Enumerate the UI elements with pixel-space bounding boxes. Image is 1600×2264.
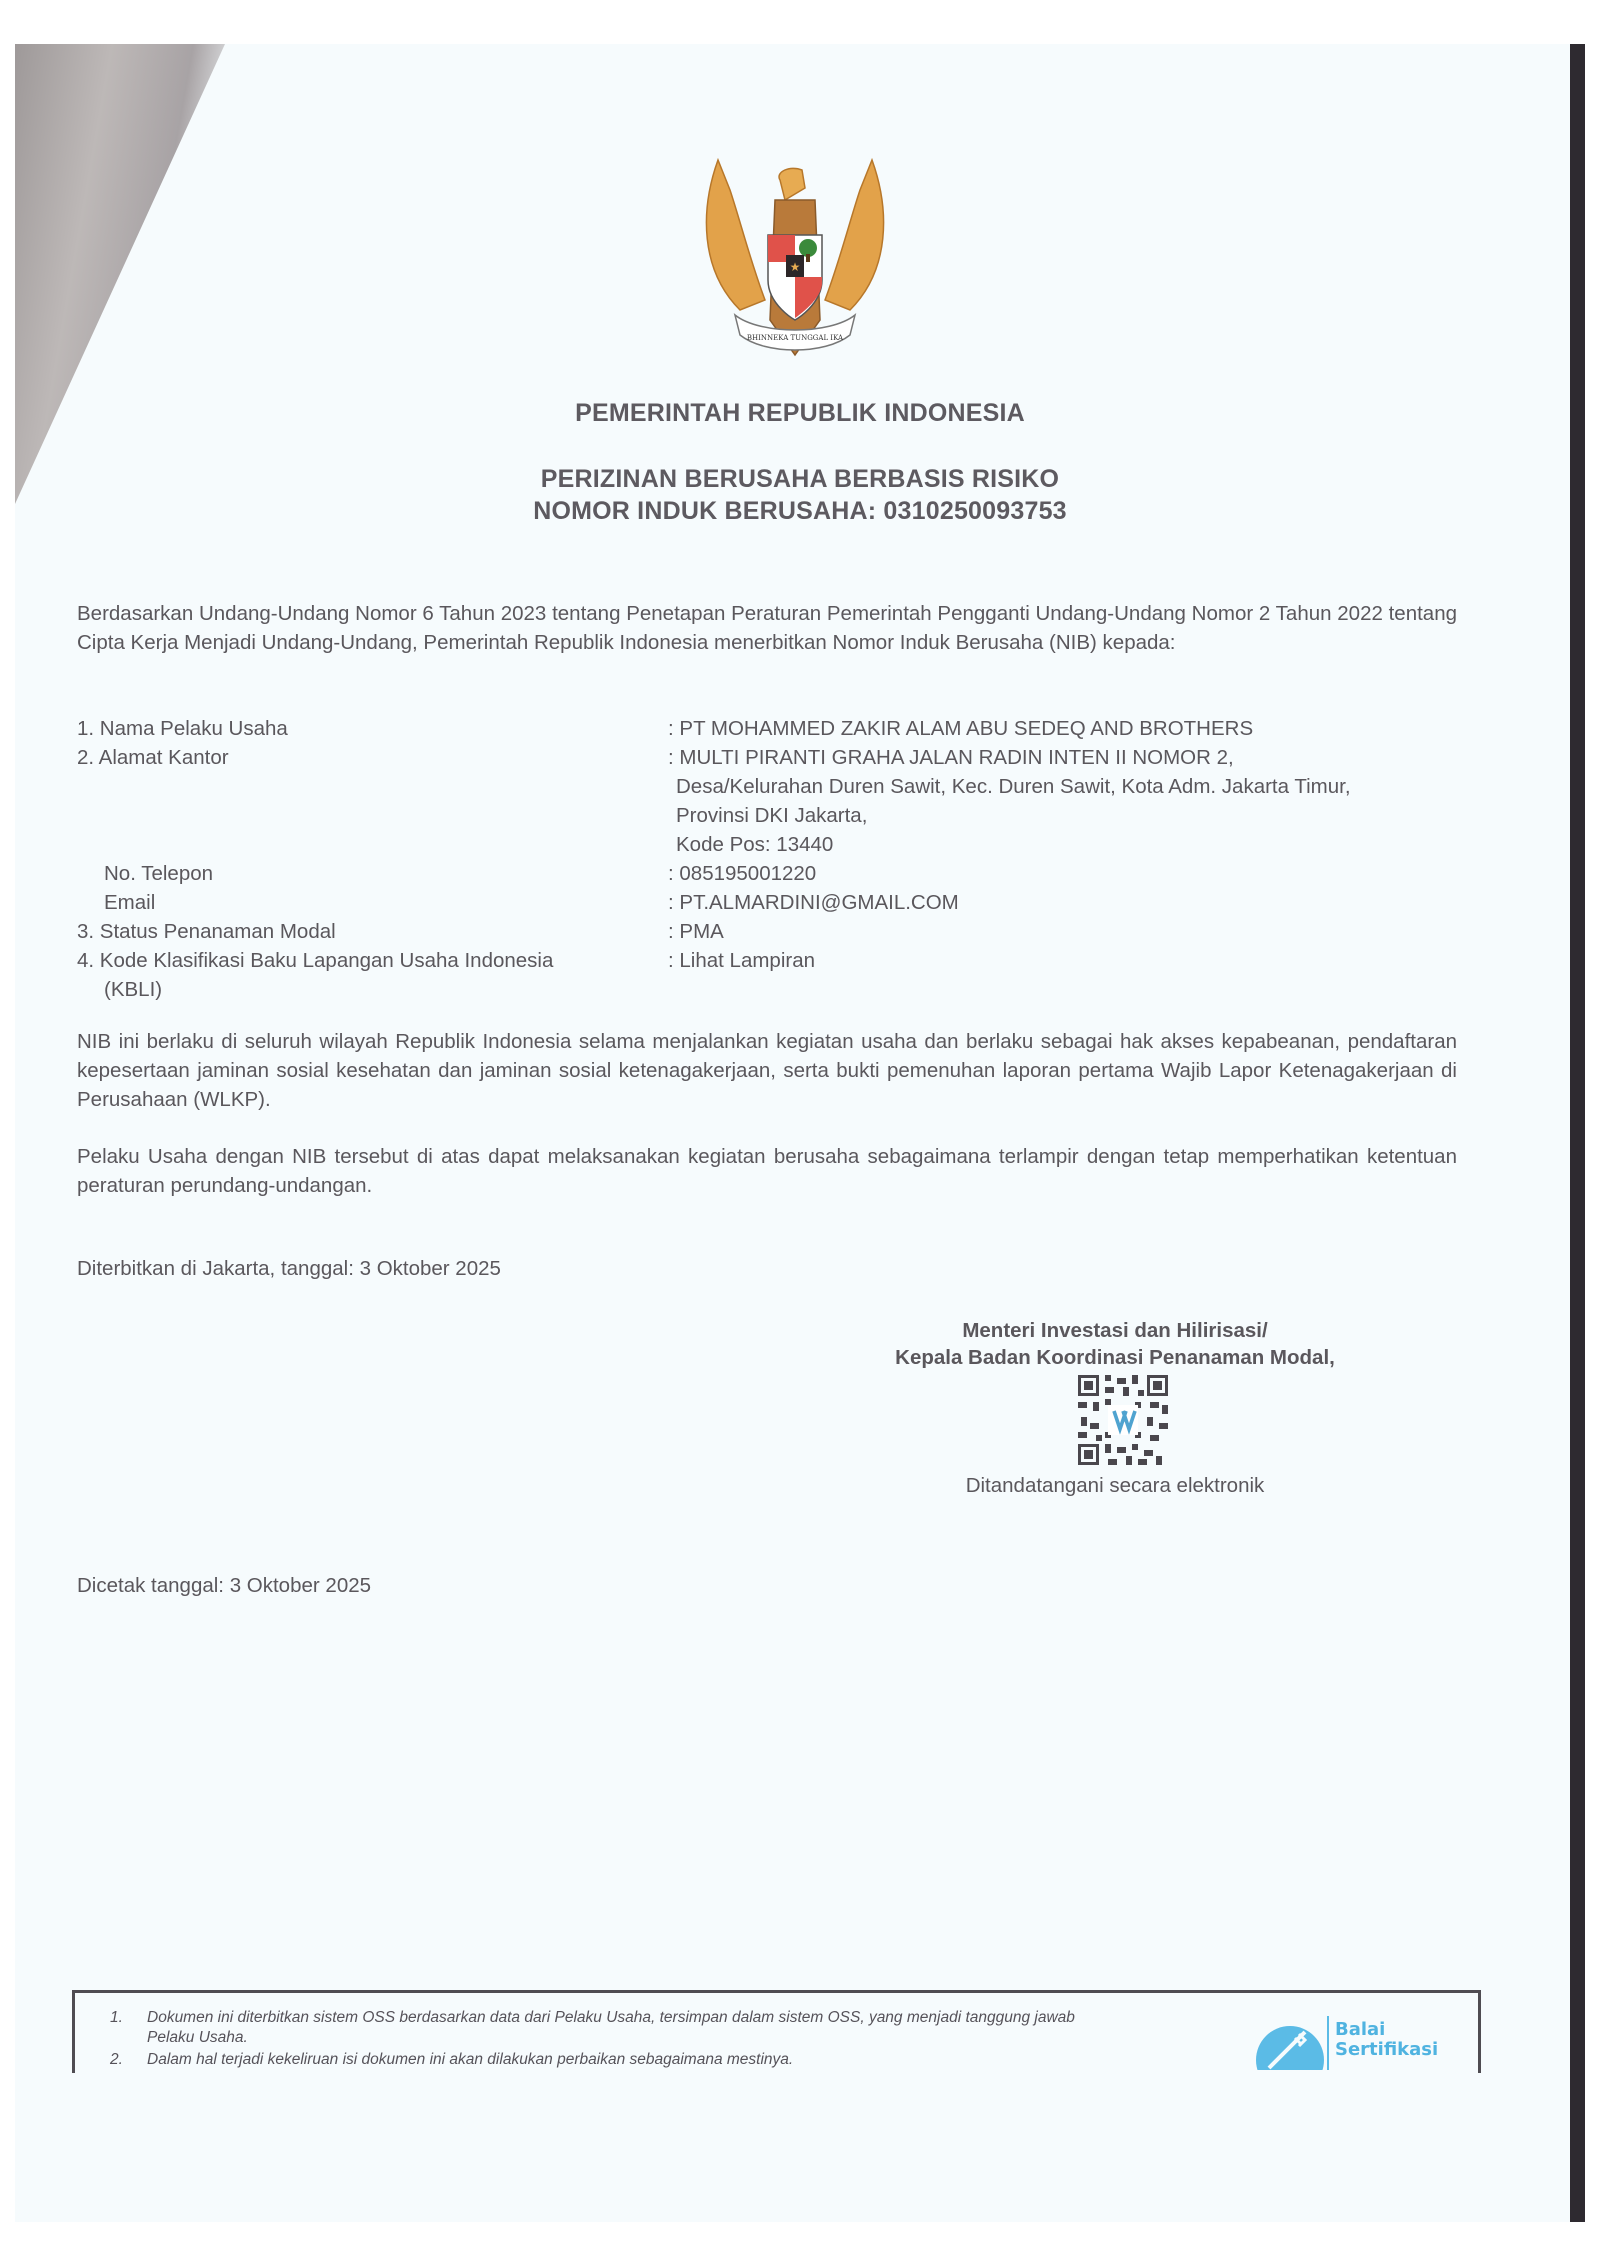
field-label-business-name: 1. Nama Pelaku Usaha (77, 717, 288, 740)
logo-text (1335, 2020, 1438, 2060)
field-value-phone: : 085195001220 (668, 862, 817, 885)
scanned-document-page (15, 44, 1585, 2222)
head (779, 168, 805, 200)
validity-paragraph: NIB ini berlaku di seluruh wilayah Republik Indonesia selama menjalankan kegiatan usaha dan berlaku sebagai hak akses kepabeanan, pendaftaran kepesertaan jaminan sosial kesehatan dan jaminan sosial ketenagakerjaan, serta bukti pemenuhan laporan pertama Wajib Lapor Ketenagakerjaan di Perusahaan (WLKP). (77, 1030, 1457, 1111)
activity-paragraph: Pelaku Usaha dengan NIB tersebut di atas dapat melaksanakan kegiatan berusaha sebagaimana terlampir dengan tetap memperhatikan ketentuan peraturan perundang-undangan. (77, 1145, 1457, 1197)
field-value-kbli: : Lihat Lampiran (668, 949, 816, 972)
scan-shadow (15, 44, 255, 524)
field-label-kbli: 4. Kode Klasifikasi Baku Lapangan Usaha Indonesia (77, 949, 554, 972)
motto-text: BHINNEKA TUNGGAL IKA (746, 334, 844, 342)
logo-line-2: Sertifikasi (1335, 2039, 1439, 2060)
field-value-business-name: : PT MOHAMMED ZAKIR ALAM ABU SEDEQ AND BROTHERS (668, 717, 1254, 740)
electronic-signature-note: Ditandatangani secara elektronik (965, 1474, 1265, 1497)
field-label-office-address: 2. Alamat Kantor (77, 746, 229, 769)
footer-note-1: Dokumen ini diterbitkan sistem OSS berdasarkan data dari Pelaku Usaha, tersimpan dalam sistem OSS, yang menjadi tanggung jawab (147, 2009, 1075, 2026)
garuda-pancasila-emblem-icon (680, 150, 910, 370)
field-value-address-line: Desa/Kelurahan Duren Sawit, Kec. Duren Sawit, Kota Adm. Jakarta Timur, (676, 775, 1351, 798)
field-label-email: Email (104, 891, 156, 914)
signatory-title-line1: Menteri Investasi dan Hilirisasi/ (962, 1319, 1268, 1342)
intro-paragraph: Berdasarkan Undang-Undang Nomor 6 Tahun 2023 tentang Penetapan Peraturan Pemerintah Pengganti Undang-Undang Nomor 2 Tahun 2022 tentang Cipta Kerja Menjadi Undang-Undang, Pemerintah Republik Indonesia menerbitkan Nomor Induk Berusaha (NIB) kepada: (77, 602, 1457, 654)
field-value-address-line: Provinsi DKI Jakarta, (676, 804, 868, 827)
footer-note-2: Dalam hal terjadi kekeliruan isi dokumen ini akan dilakukan perbaikan sebagaimana mestinya. (147, 2051, 794, 2068)
svg-text:★: ★ (789, 260, 801, 274)
balai-sertifikasi-logo (1255, 2014, 1465, 2070)
nib-number: NOMOR INDUK BERUSAHA: 0310250093753 (533, 497, 1067, 525)
field-value-office-address: : MULTI PIRANTI GRAHA JALAN RADIN INTEN II NOMOR 2, (668, 746, 1234, 769)
field-label-kbli-abbr: (KBLI) (104, 978, 163, 1001)
footer-note-number: 1. (110, 2009, 123, 2026)
scan-edge-border (1570, 44, 1585, 2222)
field-label-investment-status: 3. Status Penanaman Modal (77, 920, 336, 943)
field-label-phone: No. Telepon (104, 862, 214, 885)
field-value-investment-status: : PMA (668, 920, 724, 943)
right-wing (825, 160, 884, 310)
balai-sertifikasi-icon (1255, 2024, 1325, 2070)
issued-date: Diterbitkan di Jakarta, tanggal: 3 Oktober 2025 (77, 1257, 501, 1280)
left-wing (706, 160, 765, 310)
printed-date: Dicetak tanggal: 3 Oktober 2025 (77, 1574, 372, 1597)
logo-line-1: Balai (1335, 2019, 1386, 2040)
signatory-title-line2: Kepala Badan Koordinasi Penanaman Modal, (895, 1346, 1335, 1369)
field-value-address-line: Kode Pos: 13440 (676, 833, 834, 856)
footer-note-1-line2: Pelaku Usaha. (147, 2029, 248, 2046)
qr-code-icon (1078, 1375, 1168, 1465)
government-heading: PEMERINTAH REPUBLIK INDONESIA (575, 399, 1025, 427)
field-value-email: : PT.ALMARDINI@GMAIL.COM (668, 891, 959, 914)
document-title: PERIZINAN BERUSAHA BERBASIS RISIKO (540, 465, 1060, 493)
logo-divider (1327, 2016, 1329, 2070)
footer-note-number: 2. (110, 2051, 123, 2068)
